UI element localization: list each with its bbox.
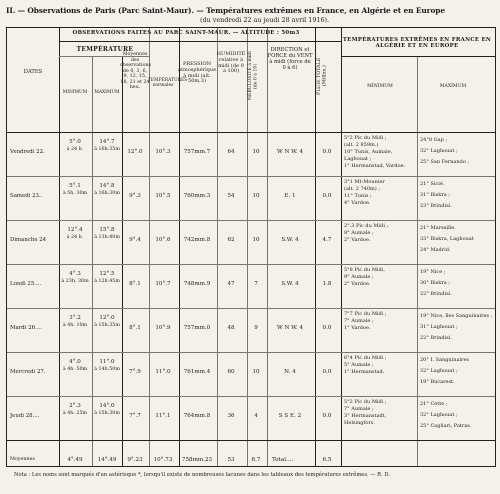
extreme-min-line: Laghouat ; [344,156,372,162]
extreme-min-line: 4° Vardoe. [344,200,371,206]
row-vent: E. 1 [284,193,296,199]
row-max-hour: à 16h.35m [94,147,120,152]
row-max: 15°.8 [99,227,115,233]
row-humidite: 54 [227,193,235,199]
row-max-hour: à 14h.50m [94,367,120,372]
extreme-min-line: 10° Tunis, Aumale, [344,149,393,155]
header-dates: DATES [23,69,43,75]
extreme-max-line: 23° Brindisi. [420,203,452,209]
row-moyenne: 8°.1 [129,281,141,287]
row-pression: 764mm.8 [183,413,211,419]
row-normale: 11°.1 [155,413,171,419]
extreme-max-line: 24° Madrid. [420,247,451,253]
extreme-min-line: (alt. 2 740m) ; [344,186,380,192]
extreme-max-line: 19° Nice, îles Sanguinaires ; [420,313,492,319]
row-nebulosite: 10 [252,149,260,155]
extreme-max-line: 25° Cagliari, Patras. [420,423,472,429]
extreme-min-line: 1° Vardoe. [344,325,371,331]
row-max-hour: à 13h.40m [94,235,120,240]
extreme-min-line: 3°1 Mt-Mounier [344,179,385,185]
extreme-min-line: 5°2 Pic du Midi ; [344,399,387,405]
row-nebulosite: 4 [254,413,258,419]
row-pression: 748mm.9 [183,281,211,287]
row-humidite: 64 [227,149,235,155]
extreme-min-line: 7°7 Pic du Midi ; [344,311,387,317]
row-pression: 742mm.8 [183,237,211,243]
header-ext-minimum: MINIMUM [367,84,393,89]
row-min: 5°.1 [69,183,81,189]
row-max: 12°.5 [99,271,115,277]
extreme-min-line: 9° Aumale ; [344,274,374,280]
row-max-hour: à 16h.30m [94,191,120,196]
header-nebulosite: NÉBULOSITÉ à midi (de 0 à 10) [248,51,259,101]
extreme-min-line: 5°8 Pic du Midi, [344,267,385,273]
extreme-min-line: 1° Hermanstad, Vardoe. [344,163,406,169]
extreme-max-line: 24°8 Gap ; [420,137,448,143]
extreme-min-line: 11° Tunis ; [344,193,372,199]
extreme-min-line: 5°2 Pic du Midi ; [344,135,387,141]
header-temperature: TEMPÉRATURE [76,46,134,53]
row-min: 2°.3 [69,403,81,409]
header-minimum: MINIMUM [62,90,88,95]
moyennes-total-label: Total.... [272,457,294,463]
extreme-max-line: 30° Biskra ; [420,280,450,286]
row-max: 14°.0 [99,403,115,409]
extreme-max-line: 31° Biskra ; [420,192,450,198]
moyennes-neb: 8.7 [251,457,261,463]
moyennes-total: 6.5 [322,457,332,463]
row-max: 12°.0 [99,315,115,321]
extreme-max-line: 32° Laghouat ; [420,148,458,154]
footnote: Nota : Les noms sont marqués d'un astérisque *, lorsqu'il existe de nombreuses lacunes dans les tableaux des températures extrêmes. — R. D. [14,472,390,478]
row-moyenne: 9°.4 [129,237,141,243]
page-subtitle: (du vendredi 22 au jeudi 28 avril 1916). [200,16,330,24]
row-normale: 10°.7 [155,281,171,287]
row-min: 3°.2 [69,315,81,321]
moyennes-moy: 9°.23 [127,457,143,463]
row-pluie: 1.8 [322,281,332,287]
extreme-min-line: 7° Aumale ; [344,406,374,412]
row-pression: 757mm.0 [183,325,211,331]
extreme-min-line: 3° Hermanstadt, [344,413,387,419]
row-normale: 10°.5 [155,193,171,199]
header-moyennes: Moyennes des observations de 0, 3, 6, 9, 12, 15, 18, 21 et 24 heu. [120,52,152,91]
row-min-hour: à 23h. 30m [61,279,89,284]
extreme-min-line: Helsingfors. [344,420,375,426]
row-pluie: 4.7 [322,237,332,243]
moyennes-label: Moyennes [10,457,35,462]
header-maximum: MAXIMUM [94,90,120,95]
row-min: 4°.3 [69,271,81,277]
row-pression: 761mm.4 [183,369,211,375]
row-nebulosite: 7 [254,281,258,287]
moyennes-hum: 53 [227,457,235,463]
extreme-min-line: (alt. 2 859m.) [344,142,379,148]
row-humidite: 47 [227,281,235,287]
extreme-max-line: 33° Biskra, Laghouat [420,236,474,242]
extreme-max-line: 25° San Fernando ; [420,159,470,165]
extreme-min-line: 6°4 Pic du Midi ; [344,355,387,361]
extreme-max-line: 31° Laghouat ; [420,324,458,330]
row-vent: W N W. 4 [276,149,304,155]
row-max: 14°.7 [99,139,115,145]
row-min: 4°.0 [69,359,81,365]
row-max-hour: à 15h.30m [94,411,120,416]
row-max: 14°.8 [99,183,115,189]
extreme-max-line: 20° I. Sanguinaires [420,357,469,363]
row-date: Vendredi 22. [10,149,45,155]
row-moyenne: 12°.0 [127,149,143,155]
row-min-hour: à 4h. 25m [62,411,88,416]
extreme-max-line: 21° Sicié. [420,181,445,187]
extreme-min-line: 2° Vardoe. [344,237,371,243]
row-date: Mercredi 27. [10,369,46,375]
row-max-hour: à 12h.45m [94,279,120,284]
row-pluie: 0.0 [322,149,332,155]
row-normale: 10°.3 [155,149,171,155]
row-normale: 11°.0 [155,369,171,375]
row-nebulosite: 10 [252,193,260,199]
row-max: 11°.0 [99,359,115,365]
extreme-max-line: 21° Cette ; [420,401,448,407]
row-humidite: 36 [227,413,235,419]
extreme-min-line: 8° Aumale ; [344,230,374,236]
extreme-min-line: 2° Vardoe. [344,281,371,287]
row-pression: 757mm.7 [183,149,211,155]
row-nebulosite: 10 [252,237,260,243]
row-min: 5°.0 [69,139,81,145]
row-humidite: 62 [227,237,235,243]
header-humidite: HUMIDITÉ relative à midi (de 0 à 100) [216,51,246,75]
extreme-min-line: 2°.3 Pic du Midi ; [344,223,389,229]
row-pluie: 0.0 [322,193,332,199]
row-date: Lundi 25.... [10,281,42,287]
extreme-max-line: 22° Brindisi. [420,335,452,341]
row-min-hour: à 5h. 30m [62,191,88,196]
row-min-hour: à 24 h. [66,147,84,152]
moyennes-max: 14°.49 [97,457,117,463]
row-date: Mardi 26.... [10,325,42,331]
extreme-max-line: 32° Laghouat ; [420,412,458,418]
header-ext-maximum: MAXIMUM [439,84,467,89]
row-min-hour: à 4h. 10m [62,323,88,328]
row-pluie: 0.0 [322,413,332,419]
row-pluie: 0.0 [322,369,332,375]
row-max-hour: à 15h.35m [94,323,120,328]
moyennes-press: 758mm.23 [181,457,213,463]
row-humidite: 60 [227,369,235,375]
row-date: Jeudi 28.... [10,413,40,419]
row-normale: 10°.9 [155,325,171,331]
extreme-min-line: 1° Hermanstad. [344,369,385,375]
row-vent: S S E. 2 [278,413,302,419]
extreme-max-line: 32° Laghouat ; [420,368,458,374]
extreme-min-line: 5° Aumale ; [344,362,374,368]
row-date: Dimanche 24 [10,237,47,243]
row-nebulosite: 9 [254,325,258,331]
row-humidite: 48 [227,325,235,331]
row-nebulosite: 10 [252,369,260,375]
extreme-max-line: 21° Marseille. [420,225,456,231]
header-pluie: PLUIE TOTALE (Millim.) [317,57,328,95]
page-title: II. — Observations de Paris (Parc Saint-Maur). — Températures extrêmes en France, en Algérie et en Europe [6,6,445,15]
extreme-max-line: 19° Nice ; [420,269,446,275]
header-pression: PRESSION atmosphérique à midi (alt. 50m,3) [178,61,217,85]
row-vent: S.W. 4 [281,281,299,287]
row-min-hour: à 24 h. [66,235,84,240]
row-vent: S.W. 4 [281,237,299,243]
row-pluie: 0.0 [322,325,332,331]
row-vent: N. 4 [284,369,296,375]
extreme-min-line: 7° Aumale ; [344,318,374,324]
header-direction: DIRECTION et FORCE du VENT à midi (force de 0 à 6) [267,47,313,71]
moyennes-norm: 10°.73 [153,457,173,463]
extreme-max-line: 22° Brindisi. [420,291,452,297]
header-observations: OBSERVATIONS FAITES AU PARC SAINT-MAUR. — ALTITUDE : 50m3 [72,30,300,36]
row-min: 12°.4 [67,227,83,233]
extreme-max-line: 19° Bucarest. [420,379,455,385]
row-moyenne: 9°.3 [129,193,141,199]
row-moyenne: 7°.7 [129,413,141,419]
row-normale: 10°.6 [155,237,171,243]
moyennes-min: 4°.49 [67,457,83,463]
header-normales: TEMPÉRATURES normales [148,78,188,89]
row-min-hour: à 4h. 50m [62,367,88,372]
row-pression: 760mm.3 [183,193,211,199]
row-moyenne: 7°.9 [129,369,141,375]
row-vent: W N W. 4 [276,325,304,331]
row-date: Samedi 23.. [10,193,43,199]
row-moyenne: 8°.1 [129,325,141,331]
header-extremes: TEMPÉRATURES EXTRÊMES EN FRANCE EN ALGÉRIE ET EN EUROPE [342,37,492,50]
